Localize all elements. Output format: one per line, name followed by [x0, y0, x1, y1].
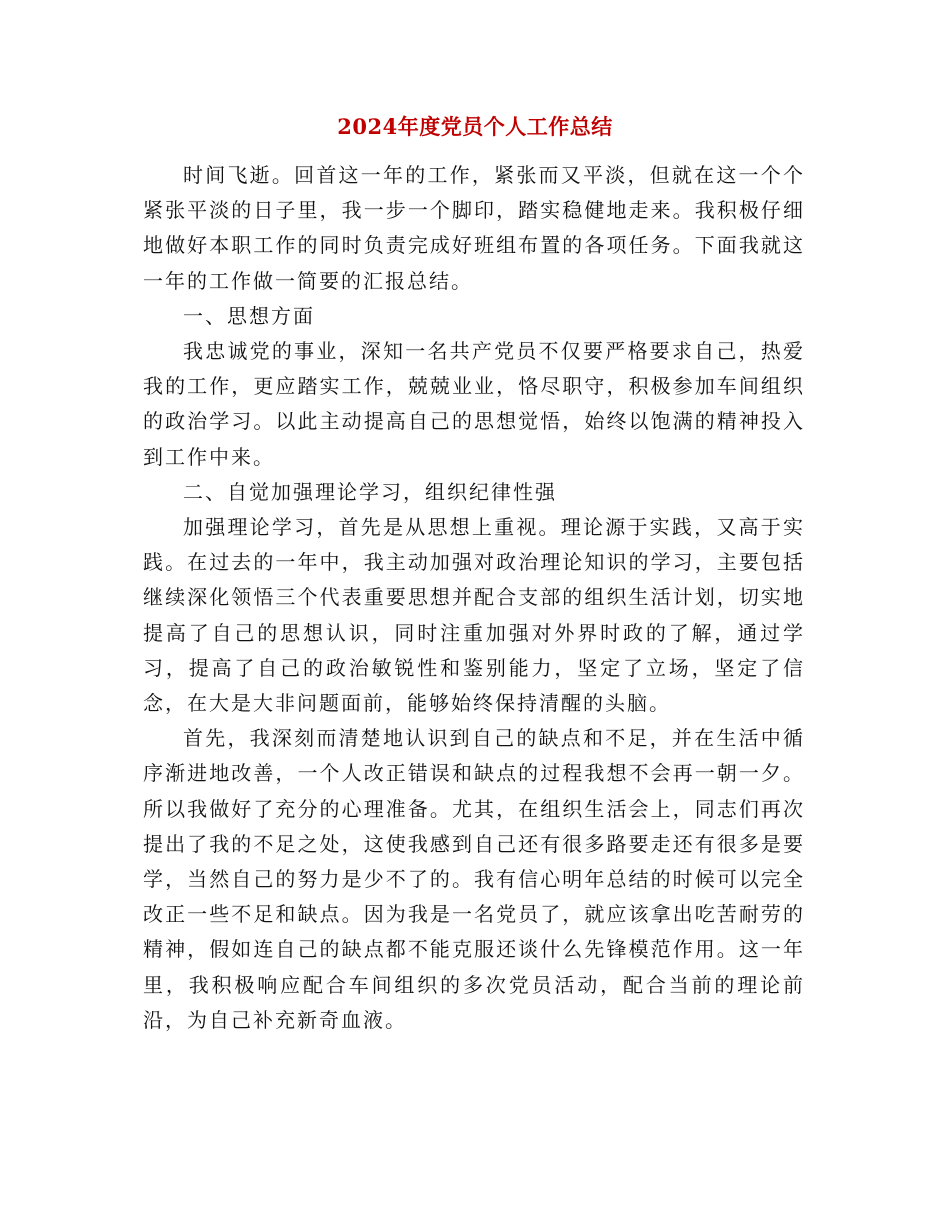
paragraph-theory: 加强理论学习，首先是从思想上重视。理论源于实践，又高于实践。在过去的一年中，我主动加强对政治理论知识的学习，主要包括继续深化领悟三个代表重要思想并配合支部的组织生活计划，切实地提高了自己的思想认识，同时注重加强对外界时政的了解，通过学习，提高了自己的政治敏锐性和鉴别能力，坚定了立场，坚定了信念，在大是大非问题面前，能够始终保持清醒的头脑。 [143, 515, 805, 716]
section-heading-1: 一、思想方面 [183, 303, 315, 328]
paragraph-shortcomings: 首先，我深刻而清楚地认识到自己的缺点和不足，并在生活中循序渐进地改善，一个人改正错误和缺点的过程我想不会再一朝一夕。所以我做好了充分的心理准备。尤其，在组织生活会上，同志们再次提出了我的不足之处，这使我感到自己还有很多路要走还有很多是要学，当然自己的努力是少不了的。我有信心明年总结的时候可以完全改正一些不足和缺点。因为我是一名党员了，就应该拿出吃苦耐劳的精神，假如连自己的缺点都不能克服还谈什么先锋模范作用。这一年里，我积极响应配合车间组织的多次党员活动，配合当前的理论前沿，为自己补充新奇血液。 [143, 726, 805, 1032]
document-title: 2024年度党员个人工作总结 [337, 114, 613, 139]
document-body [143, 158, 805, 1038]
paragraph-intro: 时间飞逝。回首这一年的工作，紧张而又平淡，但就在这一个个紧张平淡的日子里，我一步一个脚印，踏实稳健地走来。我积极仔细地做好本职工作的同时负责完成好班组布置的各项任务。下面我就这一年的工作做一简要的汇报总结。 [143, 163, 805, 293]
section-heading-2: 二、自觉加强理论学习，组织纪律性强 [183, 479, 557, 504]
paragraph-thought: 我忠诚党的事业，深知一名共产党员不仅要严格要求自己，热爱我的工作，更应踏实工作，兢兢业业，恪尽职守，积极参加车间组织的政治学习。以此主动提高自己的思想觉悟，始终以饱满的精神投入到工作中来。 [143, 339, 805, 469]
